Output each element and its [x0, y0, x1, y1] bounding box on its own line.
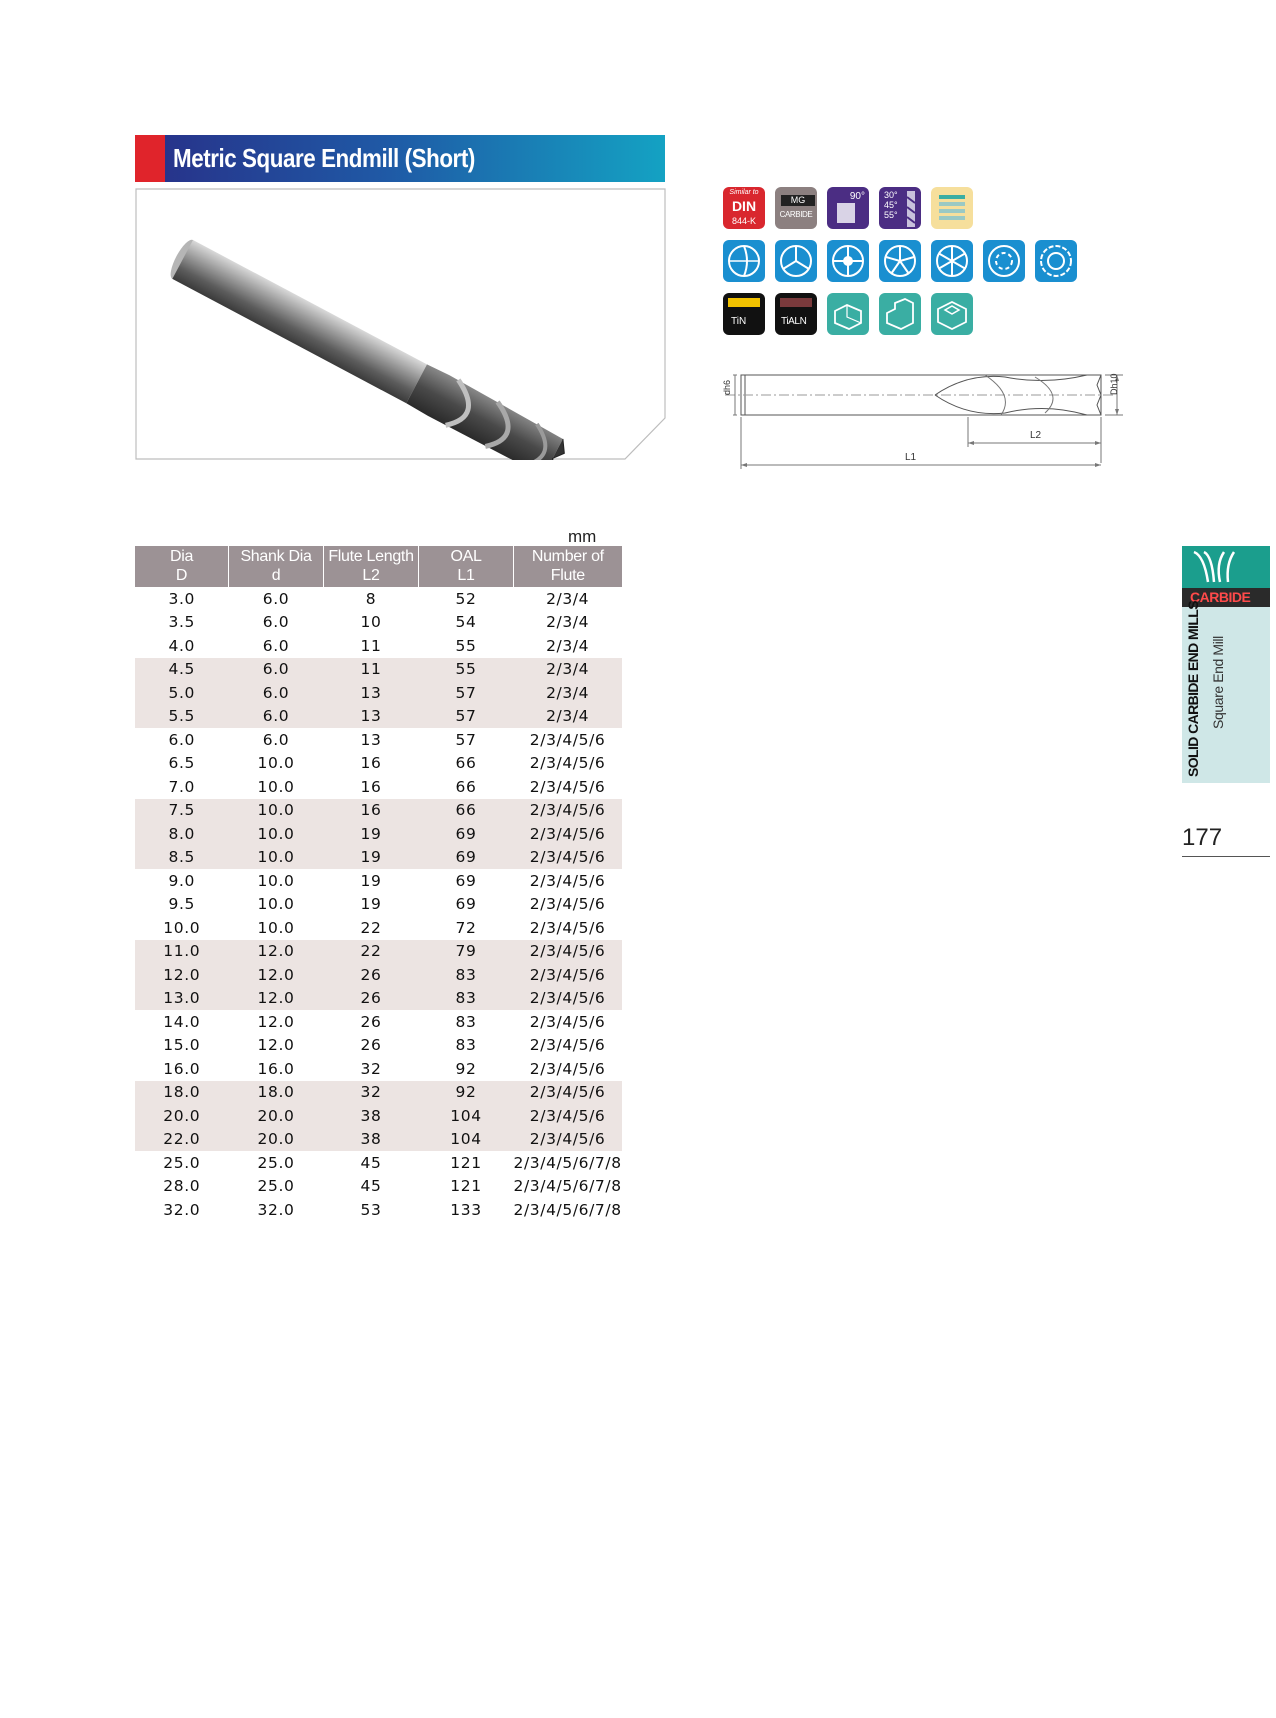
cell-shank-dia: 10.0	[257, 895, 295, 914]
table-row	[135, 1198, 622, 1222]
shank-tolerance-label: dh6	[722, 379, 732, 395]
cell-dia: 16.0	[163, 1059, 201, 1078]
cell-flutes: 2/3/4/5/6	[529, 1036, 606, 1055]
cell-flute-length: 19	[360, 871, 382, 890]
side-tab	[1182, 546, 1270, 783]
header-oal: OAL L1	[419, 546, 514, 587]
cell-dia: 7.0	[168, 777, 195, 796]
shoulder-milling-icon	[879, 293, 921, 335]
table-row	[135, 1175, 622, 1199]
cell-flutes: 2/3/4	[514, 705, 622, 729]
cell-dia: 32.0	[163, 1200, 201, 1219]
header-shank-dia: Shank Dia d	[229, 546, 324, 587]
cell-flute-length: 19	[324, 846, 419, 870]
cell-shank-dia: 10.0	[229, 846, 324, 870]
cell-oal: 92	[419, 1081, 514, 1105]
cell-oal: 66	[455, 777, 477, 796]
cell-flute-length: 13	[324, 705, 419, 729]
cell-oal: 121	[450, 1153, 482, 1172]
din-badge-top: Similar to	[729, 189, 759, 196]
helix-icon	[879, 187, 921, 229]
table-row	[135, 987, 622, 1011]
cell-shank-dia: 16.0	[257, 1059, 295, 1078]
table-row	[135, 1104, 622, 1128]
cell-flute-length: 19	[324, 822, 419, 846]
table-row	[135, 634, 622, 658]
two-flute-icon	[723, 240, 765, 282]
cell-dia: 14.0	[163, 1012, 201, 1031]
cell-shank-dia: 10.0	[229, 799, 324, 823]
tialn-coating-badge	[775, 293, 817, 335]
cell-flutes: 2/3/4	[546, 589, 590, 608]
cell-oal: 72	[455, 918, 477, 937]
din-badge-bottom: 844-K	[731, 216, 757, 226]
flute-length-label: L2	[1030, 430, 1042, 441]
cell-flute-length: 38	[324, 1104, 419, 1128]
cell-oal: 133	[450, 1200, 482, 1219]
cell-shank-dia: 6.0	[262, 636, 290, 655]
tolerance-chart-icon	[931, 187, 973, 229]
cell-shank-dia: 10.0	[257, 871, 295, 890]
table-row	[135, 1151, 622, 1175]
cell-oal: 69	[419, 846, 514, 870]
cell-oal: 66	[455, 754, 477, 773]
cell-flute-length: 16	[324, 799, 419, 823]
cell-shank-dia: 12.0	[229, 987, 324, 1011]
cell-oal: 57	[419, 705, 514, 729]
cell-flute-length: 16	[360, 754, 382, 773]
category-subtitle: Square End Mill	[1210, 636, 1226, 729]
cell-shank-dia: 10.0	[229, 822, 324, 846]
tin-coating-badge	[723, 293, 765, 335]
cell-flute-length: 26	[324, 987, 419, 1011]
cell-oal: 54	[455, 613, 477, 632]
table-row	[135, 846, 622, 870]
cell-dia: 5.5	[135, 705, 229, 729]
four-flute-icon	[827, 240, 869, 282]
cell-flutes: 2/3/4/5/6	[529, 1059, 606, 1078]
cell-flutes: 2/3/4/5/6	[529, 777, 606, 796]
table-row	[135, 681, 622, 705]
table-row	[135, 1010, 622, 1034]
cell-flutes: 2/3/4/5/6	[514, 1104, 622, 1128]
table-row	[135, 799, 622, 823]
cell-dia: 28.0	[163, 1177, 201, 1196]
cell-dia: 18.0	[135, 1081, 229, 1105]
cell-shank-dia: 6.0	[229, 681, 324, 705]
cell-oal: 83	[419, 987, 514, 1011]
cell-dia: 7.5	[135, 799, 229, 823]
cell-dia: 13.0	[135, 987, 229, 1011]
cell-dia: 8.0	[135, 822, 229, 846]
cell-flutes: 2/3/4/5/6/7/8	[513, 1177, 622, 1196]
header-dia: Dia D	[135, 546, 229, 587]
cell-flute-length: 26	[360, 1036, 382, 1055]
helix-angle-1: 30°	[884, 190, 898, 200]
cell-oal: 92	[455, 1059, 477, 1078]
material-badge	[775, 187, 817, 229]
cell-oal: 66	[419, 799, 514, 823]
cell-oal: 83	[455, 1012, 477, 1031]
cell-dia: 4.0	[168, 636, 195, 655]
badge-row-coatings	[723, 293, 973, 335]
header-flute-length: Flute Length L2	[324, 546, 419, 587]
cell-flute-length: 53	[360, 1200, 382, 1219]
cell-shank-dia: 25.0	[257, 1177, 295, 1196]
cell-oal: 69	[455, 871, 477, 890]
cell-dia: 22.0	[135, 1128, 229, 1152]
cell-flute-length: 16	[360, 777, 382, 796]
cell-dia: 6.5	[168, 754, 195, 773]
eight-flute-icon	[1035, 240, 1077, 282]
title-accent	[135, 135, 165, 182]
cell-oal: 55	[455, 636, 477, 655]
cell-flute-length: 45	[360, 1153, 382, 1172]
table-row	[135, 940, 622, 964]
cell-flutes: 2/3/4/5/6	[514, 1128, 622, 1152]
cell-flutes: 2/3/4	[514, 681, 622, 705]
cell-oal: 57	[419, 681, 514, 705]
cell-shank-dia: 6.0	[262, 613, 290, 632]
cell-flute-length: 45	[360, 1177, 382, 1196]
category-block	[1182, 601, 1270, 783]
din-standard-badge	[723, 187, 765, 229]
square-corner-icon	[827, 187, 869, 229]
carbide-label: CARBIDE	[1182, 588, 1270, 607]
helix-angle-2: 45°	[884, 200, 898, 210]
table-row	[135, 1081, 622, 1105]
cell-flutes: 2/3/4	[546, 613, 590, 632]
din-badge-main: DIN	[731, 198, 757, 214]
table-row	[135, 963, 622, 987]
cell-shank-dia: 20.0	[229, 1104, 324, 1128]
corner-angle-value: 90°	[849, 191, 865, 202]
table-row	[135, 611, 622, 635]
cell-shank-dia: 12.0	[257, 1012, 295, 1031]
cell-flute-length: 22	[360, 918, 382, 937]
cell-dia: 9.5	[168, 895, 195, 914]
cell-oal: 55	[419, 658, 514, 682]
cell-flutes: 2/3/4/5/6	[529, 730, 606, 749]
cell-flute-length: 26	[324, 963, 419, 987]
cell-flute-length: 10	[360, 613, 382, 632]
cell-flute-length: 11	[360, 636, 382, 655]
tialn-label: TiALN	[781, 316, 807, 327]
table-row	[135, 822, 622, 846]
cell-dia: 8.5	[135, 846, 229, 870]
category-title: SOLID CARBIDE END MILLS	[1185, 601, 1201, 777]
cell-dia: 6.0	[168, 730, 195, 749]
cell-oal: 104	[419, 1128, 514, 1152]
title-banner	[165, 135, 665, 182]
technical-drawing	[705, 355, 1125, 475]
cell-oal: 69	[455, 895, 477, 914]
cell-flutes: 2/3/4/5/6	[529, 871, 606, 890]
cell-flute-length: 8	[365, 589, 377, 608]
cell-flute-length: 13	[360, 730, 382, 749]
cell-flutes: 2/3/4	[546, 636, 590, 655]
cell-flutes: 2/3/4/5/6/7/8	[513, 1153, 622, 1172]
photo-frame-border	[136, 189, 665, 459]
cell-dia: 25.0	[163, 1153, 201, 1172]
header-number-of-flute: Number of Flute	[514, 546, 622, 587]
table-header-row	[135, 546, 622, 587]
cell-flutes: 2/3/4	[514, 658, 622, 682]
spec-table-body	[135, 587, 622, 1222]
cell-flutes: 2/3/4/5/6	[529, 1012, 606, 1031]
cell-flute-length: 11	[324, 658, 419, 682]
cell-shank-dia: 32.0	[257, 1200, 295, 1219]
cell-shank-dia: 25.0	[257, 1153, 295, 1172]
cell-shank-dia: 20.0	[229, 1128, 324, 1152]
cell-flute-length: 26	[360, 1012, 382, 1031]
material-badge-line2: CARBIDE	[779, 210, 813, 219]
cell-shank-dia: 18.0	[229, 1081, 324, 1105]
table-row	[135, 1057, 622, 1081]
badge-row-flutes	[723, 240, 1077, 282]
cell-shank-dia: 10.0	[257, 918, 295, 937]
cell-flutes: 2/3/4/5/6/7/8	[513, 1200, 622, 1219]
material-badge-line1: MG	[781, 195, 815, 206]
page-title: Metric Square Endmill (Short)	[173, 143, 475, 173]
three-flute-icon	[775, 240, 817, 282]
cell-dia: 5.0	[135, 681, 229, 705]
cell-dia: 20.0	[135, 1104, 229, 1128]
overall-length-label: L1	[905, 452, 917, 463]
cell-shank-dia: 12.0	[229, 940, 324, 964]
spec-table	[135, 546, 622, 1222]
cell-flute-length: 22	[324, 940, 419, 964]
cell-dia: 11.0	[135, 940, 229, 964]
cell-flute-length: 32	[360, 1059, 382, 1078]
cell-oal: 69	[419, 822, 514, 846]
cell-dia: 9.0	[168, 871, 195, 890]
table-row	[135, 658, 622, 682]
badge-row-specs	[723, 187, 973, 229]
cell-flutes: 2/3/4/5/6	[514, 846, 622, 870]
cell-flutes: 2/3/4/5/6	[514, 987, 622, 1011]
cell-flute-length: 38	[324, 1128, 419, 1152]
pocket-milling-icon	[931, 293, 973, 335]
cell-dia: 10.0	[163, 918, 201, 937]
cell-shank-dia: 12.0	[229, 963, 324, 987]
cell-flutes: 2/3/4/5/6	[514, 799, 622, 823]
cell-flutes: 2/3/4/5/6	[529, 918, 606, 937]
cell-flutes: 2/3/4/5/6	[529, 754, 606, 773]
table-row	[135, 752, 622, 776]
product-photo	[135, 188, 666, 460]
cell-shank-dia: 6.0	[262, 730, 290, 749]
page-number-rule	[1182, 856, 1270, 857]
side-milling-icon	[827, 293, 869, 335]
cell-flutes: 2/3/4/5/6	[529, 895, 606, 914]
title-bar	[135, 135, 665, 182]
cell-shank-dia: 10.0	[257, 777, 295, 796]
cell-flutes: 2/3/4/5/6	[514, 963, 622, 987]
cell-flute-length: 19	[360, 895, 382, 914]
five-flute-icon	[879, 240, 921, 282]
cell-dia: 12.0	[135, 963, 229, 987]
cell-flute-length: 32	[324, 1081, 419, 1105]
carbide-logo	[1182, 546, 1270, 588]
cell-oal: 57	[455, 730, 477, 749]
seven-flute-icon	[983, 240, 1025, 282]
table-row	[135, 775, 622, 799]
table-row	[135, 1128, 622, 1152]
cell-flutes: 2/3/4/5/6	[514, 822, 622, 846]
six-flute-icon	[931, 240, 973, 282]
cell-dia: 3.0	[168, 589, 195, 608]
table-row	[135, 1034, 622, 1058]
cell-shank-dia: 6.0	[262, 589, 290, 608]
cell-oal: 104	[419, 1104, 514, 1128]
cell-shank-dia: 6.0	[229, 705, 324, 729]
cell-shank-dia: 12.0	[257, 1036, 295, 1055]
table-row	[135, 893, 622, 917]
corner-angle-badge	[827, 187, 869, 229]
cell-dia: 3.5	[168, 613, 195, 632]
units-label: mm	[568, 527, 597, 546]
cell-shank-dia: 6.0	[229, 658, 324, 682]
cell-shank-dia: 10.0	[257, 754, 295, 773]
cell-oal: 79	[419, 940, 514, 964]
table-row	[135, 587, 622, 611]
cell-dia: 15.0	[163, 1036, 201, 1055]
cell-flute-length: 13	[324, 681, 419, 705]
cell-flutes: 2/3/4/5/6	[514, 1081, 622, 1105]
cell-oal: 83	[455, 1036, 477, 1055]
helix-angle-badge	[879, 187, 921, 229]
cell-flutes: 2/3/4/5/6	[514, 940, 622, 964]
table-row	[135, 916, 622, 940]
cell-oal: 83	[419, 963, 514, 987]
tin-label: TiN	[731, 316, 747, 327]
page-number: 177	[1182, 824, 1223, 851]
table-row	[135, 869, 622, 893]
cell-oal: 52	[455, 589, 477, 608]
table-row	[135, 728, 622, 752]
carbide-logo-icon	[1182, 546, 1270, 588]
helix-angle-3: 55°	[884, 210, 898, 220]
dia-tolerance-label: Dh10	[1109, 373, 1119, 395]
table-row	[135, 705, 622, 729]
cell-dia: 4.5	[135, 658, 229, 682]
cell-oal: 121	[450, 1177, 482, 1196]
